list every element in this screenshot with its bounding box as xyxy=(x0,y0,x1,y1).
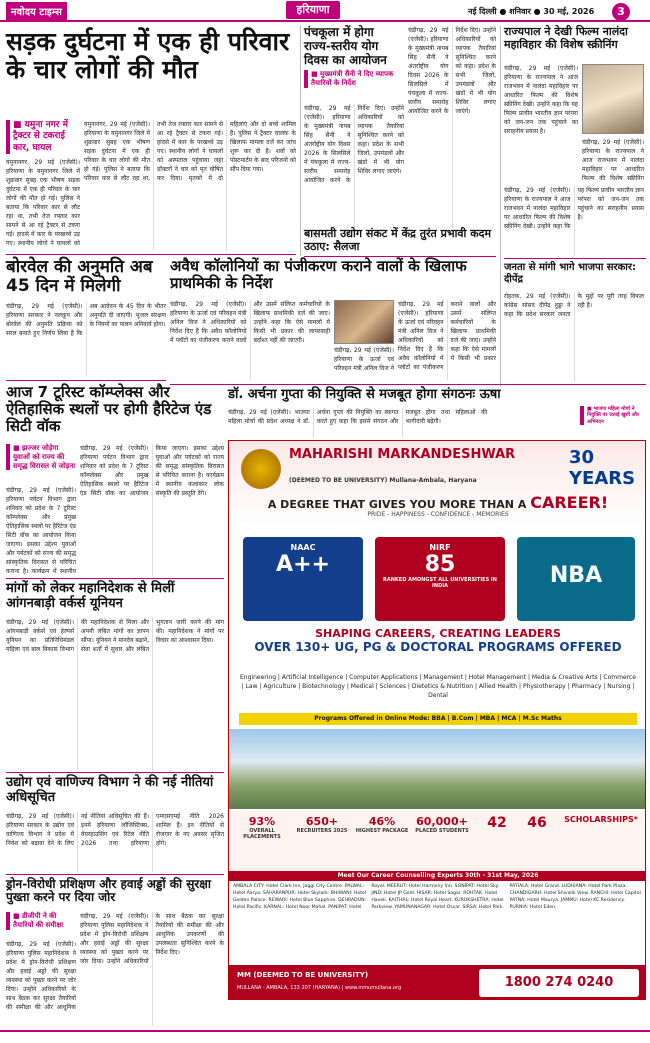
film-headline: राज्यपाल ने देखी फिल्म नालंदा महाविहार की विशेष स्क्रीनिंग xyxy=(504,25,628,51)
film-body: चंडीगढ़, 29 मई (एजेंसी)। हरियाणा के राज्यपाल ने आज राजभवन में नालंदा महाविहार पर आधारित फिल्म की विशेष स्क्रीनिंग देखी। उन्होंने कहा कि यह फिल्म प्राचीन भारतीय ज्ञान परंपरा को जन-जन तक पहुंचाने का सराहनीय प्रयास है। xyxy=(504,65,578,135)
stat-placed: 60,000+ PLACED STUDENTS xyxy=(415,815,469,834)
industry-headline: उद्योग एवं वाणिज्य विभाग ने की नई नीतियां अधिसूचित xyxy=(6,775,214,805)
ad-anniversary: 30 YEARS xyxy=(569,447,636,489)
tourist-body-cont: चंडीगढ़, 29 मई (एजेंसी)। हरियाणा पर्यटन विभाग द्वारा शनिवार को प्रदेश के 7 टूरिस्ट कॉम्प्लेक्स और प्रमुख ऐतिहासिक स्थलों पर हैरिटेज एंड सिटी वॉक का आयोजन किया जाएगा। इसका उद्देश्य युवाओं और पर्यटकों को राज्य की समृद्ध सांस्कृतिक विरासत से परिचित कराना है। कार्यक्रम में स्थानीय कलाकार लोक संस्कृति की प्रस्तुति देंगे। xyxy=(80,445,224,497)
yoga-body-cont: चंडीगढ़, 29 मई (एजेंसी)। हरियाणा के मुख्यमंत्री नायब सिंह सैनी ने अंतर्राष्ट्रीय योग दिवस 2026 के सिलसिले में पंचकूला में राज्य-स्तरीय समारोह आयोजित करने के निर्देश दिए। उन्होंने अधिकारियों को व्यापक तैयारियां सुनिश्चित करने को कहा। प्रदेश के सभी जिलों, उपमंडलों और खंडों में भी योग शिविर लगाए जाएंगे। xyxy=(408,27,496,115)
page-number: 3 xyxy=(612,3,630,21)
tourist-subheadline: ■ झज्जर जोड़ेगा युवाओं को राज्य की समृद्ध विरासत से जोड़ना xyxy=(6,444,76,470)
film-body-more: चंडीगढ़, 29 मई (एजेंसी)। हरियाणा के राज्यपाल ने आज राजभवन में नालंदा महाविहार पर आधारित फिल्म की विशेष स्क्रीनिंग देखी। उन्होंने कहा कि यह फिल्म प्राचीन भारतीय ज्ञान परंपरा को जन-जन तक पहुंचाने का सराहनीय प्रयास है। xyxy=(504,187,644,230)
colonies-headline: अवैध कॉलोनियों का पंजीकरण कराने वालों के खिलाफ प्राथमिकी के निर्देश xyxy=(170,257,467,292)
minister-photo xyxy=(334,300,394,344)
stat-package: 46% HIGHEST PACKAGE xyxy=(355,815,409,834)
colonies-body-more: चंडीगढ़, 29 मई (एजेंसी)। हरियाणा के ऊर्जा एवं परिवहन मंत्री अनिल विज ने xyxy=(334,347,394,372)
lead-headline: सड़क दुर्घटना में एक ही परिवार के चार लोगों की मौत xyxy=(6,27,290,84)
scholarships: SCHOLARSHIPS* xyxy=(564,815,638,824)
governor-photo xyxy=(582,64,644,134)
census-headline: जनता से मांगी भागे भाजपा सरकार: दीपेंद्र xyxy=(504,262,636,285)
nirf-badge: NIRF 85 RANKED AMONGST ALL UNIVERSITIES IN INDIA xyxy=(375,537,505,621)
drone-headline: ड्रोन-विरोधी प्रशिक्षण और हवाई अड्डों की सुरक्षा पुख्ता करने पर दिया जोर xyxy=(6,877,211,905)
ad-career-line: A DEGREE THAT GIVES YOU MORE THAN A CAREER! xyxy=(267,493,609,512)
yoga-body: चंडीगढ़, 29 मई (एजेंसी)। हरियाणा के मुख्यमंत्री नायब सिंह सैनी ने अंतर्राष्ट्रीय योग दिवस 2026 के सिलसिले में पंचकूला में राज्य-स्तरीय समारोह आयोजित करने के निर्देश दिए। उन्होंने अधिकारियों को व्यापक तैयारियां सुनिश्चित करने को कहा। प्रदेश के सभी जिलों, उपमंडलों और खंडों में भी योग शिविर लगाए जाएंगे। xyxy=(304,105,404,184)
colonies-body-cont: चंडीगढ़, 29 मई (एजेंसी)। हरियाणा के ऊर्जा एवं परिवहन मंत्री अनिल विज ने अधिकारियों को निर्देश दिए हैं कि अवैध कॉलोनियों में प्लॉटों का पंजीकरण कराने वालों और उसमें संलिप्त कर्मचारियों के खिलाफ प्राथमिकी दर्ज की जाए। उन्होंने कहा कि ऐसे मामलों में किसी भी प्रकार xyxy=(398,301,496,371)
nba-badge: NBA xyxy=(517,537,635,621)
lead-body-col1: यमुनानगर, 29 मई (एजेंसी)। हरियाणा के यमुनानगर जिले में शुक्रवार सुबह एक भीषण सड़क दुर्घटना में एक ही परिवार के चार लोगों की मौत हो गई। पुलिस ने बताया कि परिवार कार से लौट रहा था, तभी तेज रफ्तार कार सामने से आ रहे ट्रैक्टर से टकरा गई। हादसे में कार के परखच्चे उड़ गए। स्थानीय लोगों ने घायलों को xyxy=(6,159,80,247)
borewell-headline: बोरवेल की अनुमति अब 45 दिन में मिलेगी xyxy=(6,257,153,297)
ad-footer: MM (DEEMED TO BE UNIVERSITY) MULLANA - AMBALA, 133 207 (HARYANA) | www.mmumullana.org 1800 274 0240 xyxy=(229,965,646,1000)
stat-placements: 93% OVERALL PLACEMENTS xyxy=(243,815,281,840)
university-crest-icon xyxy=(241,449,281,489)
ad-stats xyxy=(229,811,646,871)
stat-42: 42 xyxy=(487,815,507,831)
film-body-cont: चंडीगढ़, 29 मई (एजेंसी)। हरियाणा के राज्यपाल ने आज राजभवन में नालंदा महाविहार पर आधारित फिल्म की विशेष स्क्रीनिंग xyxy=(582,139,644,182)
drone-body-cont: चंडीगढ़, 29 मई (एजेंसी)। हरियाणा पुलिस महानिदेशक ने प्रदेश में ड्रोन-विरोधी प्रशिक्षण और हवाई अड्डों की सुरक्षा व्यवस्था को पुख्ता करने पर जोर दिया। उन्होंने अधिकारियों के साथ बैठक कर सुरक्षा तैयारियों की समीक्षा की और आधुनिक उपकरणों की उपलब्धता सुनिश्चित करने के निर्देश दिए। xyxy=(80,913,224,965)
lead-body: यमुनानगर, 29 मई (एजेंसी)। हरियाणा के यमुनानगर जिले में शुक्रवार सुबह एक भीषण सड़क दुर्घटना में एक ही परिवार के चार लोगों की मौत हो गई। पुलिस ने बताया कि परिवार कार से लौट रहा था, तभी तेज रफ्तार कार सामने से आ रहे ट्रैक्टर से टकरा गई। हादसे में कार के परखच्चे उड़ गए। स्थानीय लोगों ने घायलों को अस्पताल पहुंचाया जहां डॉक्टरों ने चार को मृत घोषित कर दिया। मृतकों में दो महिलाएं और दो बच्चे शामिल हैं। पुलिस ने ट्रैक्टर चालक के खिलाफ मामला दर्ज कर जांच शुरू कर दी है। शवों को पोस्टमार्टम के बाद परिजनों को सौंप दिया गया। xyxy=(84,121,296,182)
census-body: रोहतक, 29 मई (एजेंसी)। कांग्रेस सांसद दीपेंद्र हुड्डा ने कहा कि प्रदेश सरकार जनता के मुद्दों पर पूरी तरह विफल रही है। xyxy=(504,293,644,318)
naac-badge: NAAC A++ xyxy=(243,537,363,621)
drone-subheadline: ■ डीजीपी ने की तैयारियों की समीक्षा xyxy=(6,912,76,930)
archana-subheadline: ■ भाजपा महिला मोर्चा ने नियुक्ति पर जताई खुशी और अभिनंदन xyxy=(580,406,646,425)
ad-university-sub: (DEEMED TO BE UNIVERSITY) Mullana-Ambala, Haryana xyxy=(289,477,477,484)
ad-online-programs: Programs Offered in Online Mode: BBA | B.Com | MBA | MCA | M.Sc Maths xyxy=(239,713,637,725)
ad-university-name: MAHARISHI MARKANDESHWAR xyxy=(289,447,516,462)
yoga-headline: पंचकूला में होगा राज्य-स्तरीय योग दिवस का आयोजन xyxy=(304,25,387,67)
stat-recruiters: 650+ RECRUITERS 2025 xyxy=(296,815,348,834)
stat-46: 46 xyxy=(527,815,547,831)
ad-addresses: AMBALA CITY: Hotel Clark Inn, Jaggi City Centre. PALWAL: Hotel Aarya. SAHARANPUR: Hotel Skylark. BHIWANI: Hotel Golden Palace. REWARI: Hotel Blue Sapphire. DEHRADUN: Hotel Pacific. KARNAL: Hotel Noor Mahal. PANIPAT: Hotel Royal. MEERUT: Hotel Harmony Inn. SONIPAT: Hotel Sky. JIND: Hotel JP Gold. HISAR: Hotel Sagar. ROHTAK: Hotel Haveli. KAITHAL: Hotel Royal Heart. KURUKSHETRA: Hotel Parkview. YAMUNANAGAR: Hotel Oscar. SIRSA: Hotel Park. PATIALA: Hotel Grand. LUDHIANA: Hotel Park Plaza. CHANDIGARH: Hotel Shivalik View. RANCHI: Hotel Capitol. PATNA: Hotel Maurya. JAMMU: Hotel KC Residency. PURNIA: Hotel Eden. xyxy=(233,884,643,910)
ad-meet-experts: Meet Our Career Counselling Experts 30th - 31st May, 2026 xyxy=(229,871,646,881)
tourist-headline: आज 7 टूरिस्ट कॉम्प्लेक्स और ऐतिहासिक स्थलों पर होगी हैरिटेज एंड सिटी वॉक xyxy=(6,383,212,435)
ad-disciplines: Engineering | Artificial Intelligence | Computer Applications | Management | Hotel Management | Media & Creative Arts | Commerce | Law | Agriculture | Biotechnology | Medical | Sciences | Dietetics & Nutrition | Allied Health | Physiotherapy | Pharmacy | Nursing | Dental xyxy=(240,674,636,699)
section-title: हरियाणा xyxy=(286,1,340,19)
university-advertisement xyxy=(228,440,646,1000)
toll-free-number: 1800 274 0240 xyxy=(479,969,639,997)
campus-image xyxy=(229,729,646,809)
archana-headline: डॉ. अर्चना गुप्ता की नियुक्ति से मजबूत होगा संगठनः ऊषा xyxy=(228,387,501,402)
dateline: नई दिल्ली ● शनिवार ● 30 मई, 2026 xyxy=(468,7,595,16)
union-headline: मांगों को लेकर महानिदेशक से मिलीं आंगनबाड़ी वर्कर्स यूनियन xyxy=(6,581,175,611)
drone-body: चंडीगढ़, 29 मई (एजेंसी)। हरियाणा पुलिस महानिदेशक ने प्रदेश में ड्रोन-विरोधी प्रशिक्षण और हवाई अड्डों की सुरक्षा व्यवस्था को पुख्ता करने पर जोर दिया। उन्होंने अधिकारियों के साथ बैठक कर सुरक्षा तैयारियों की समीक्षा की और आधुनिक xyxy=(6,941,76,1011)
industry-body: चंडीगढ़, 29 मई (एजेंसी)। हरियाणा सरकार के उद्योग एवं वाणिज्य विभाग ने प्रदेश में निवेश को बढ़ावा देने के लिए नई नीतियां अधिसूचित की हैं। इनमें हरियाणा लॉजिस्टिक्स, वेयरहाउसिंग एवं रिटेल नीति 2026 तथा हरियाणा एमएसएमई नीति 2026 शामिल हैं। इन नीतियों से रोजगार के नए अवसर सृजित होंगे। xyxy=(6,813,224,847)
borewell-body: चंडीगढ़, 29 मई (एजेंसी)। हरियाणा सरकार ने नलकूप और बोरवेल की अनुमति प्रक्रिया को सरल बनाते हुए निर्णय लिया है कि अब आवेदन के 45 दिन के भीतर अनुमति दी जाएगी। भूजल संरक्षण के नियमों का पालन अनिवार्य होगा। xyxy=(6,303,166,337)
newspaper-logo: नवोदय टाइम्स xyxy=(6,2,67,20)
colonies-body: चंडीगढ़, 29 मई (एजेंसी)। हरियाणा के ऊर्जा एवं परिवहन मंत्री अनिल विज ने अधिकारियों को निर्देश दिए हैं कि अवैध कॉलोनियों में प्लॉटों का पंजीकरण कराने वालों और उसमें संलिप्त कर्मचारियों के खिलाफ प्राथमिकी दर्ज की जाए। उन्होंने कहा कि ऐसे मामलों में किसी भी प्रकार की लापरवाही बर्दाश्त नहीं की जाएगी। xyxy=(170,301,330,344)
ad-shaping: SHAPING CAREERS, CREATING LEADERS OVER 130+ UG, PG & DOCTORAL PROGRAMS OFFERED xyxy=(229,627,646,673)
basmati-headline: बासमती उद्योग संकट में केंद्र तुरंत प्रभावी कदम उठाए: सैलजा xyxy=(304,228,496,253)
union-body: चंडीगढ़, 29 मई (एजेंसी)। आंगनबाड़ी वर्कर्स एवं हेल्पर्स यूनियन का प्रतिनिधिमंडल महिला एवं बाल विकास विभाग की महानिदेशक से मिला और अपनी लंबित मांगों का ज्ञापन सौंपा। यूनियन ने मानदेय बढ़ाने, सेवा शर्तों में सुधार और लंबित भुगतान जारी करने की मांग की। महानिदेशक ने मांगों पर विचार का आश्वासन दिया। xyxy=(6,619,224,653)
yoga-subheadline: ■ मुख्यमंत्री सैनी ने दिए व्यापक तैयारियों के निर्देश xyxy=(304,70,404,88)
tourist-body: चंडीगढ़, 29 मई (एजेंसी)। हरियाणा पर्यटन विभाग द्वारा शनिवार को प्रदेश के 7 टूरिस्ट कॉम्प्लेक्स और प्रमुख ऐतिहासिक स्थलों पर हैरिटेज एंड सिटी वॉक का आयोजन किया जाएगा। इसका उद्देश्य युवाओं और पर्यटकों को राज्य की समृद्ध सांस्कृतिक विरासत से परिचित कराना है। कार्यक्रम में स्थानीय xyxy=(6,487,76,575)
lead-subheadline: ■ यमुना नगर में ट्रैक्टर से टकराई कार, घायल xyxy=(6,120,80,154)
ad-tagline: PRIDE - HAPPINESS - CONFIDENCE - MEMORIES xyxy=(367,511,509,518)
archana-body: चंडीगढ़, 29 मई (एजेंसी)। भाजपा महिला मोर्चा की प्रदेश अध्यक्ष ने डॉ. अर्चना गुप्ता की नियुक्ति का स्वागत करते हुए कहा कि इससे संगठन और मजबूत होगा तथा महिलाओं की भागीदारी बढ़ेगी। xyxy=(228,409,488,425)
